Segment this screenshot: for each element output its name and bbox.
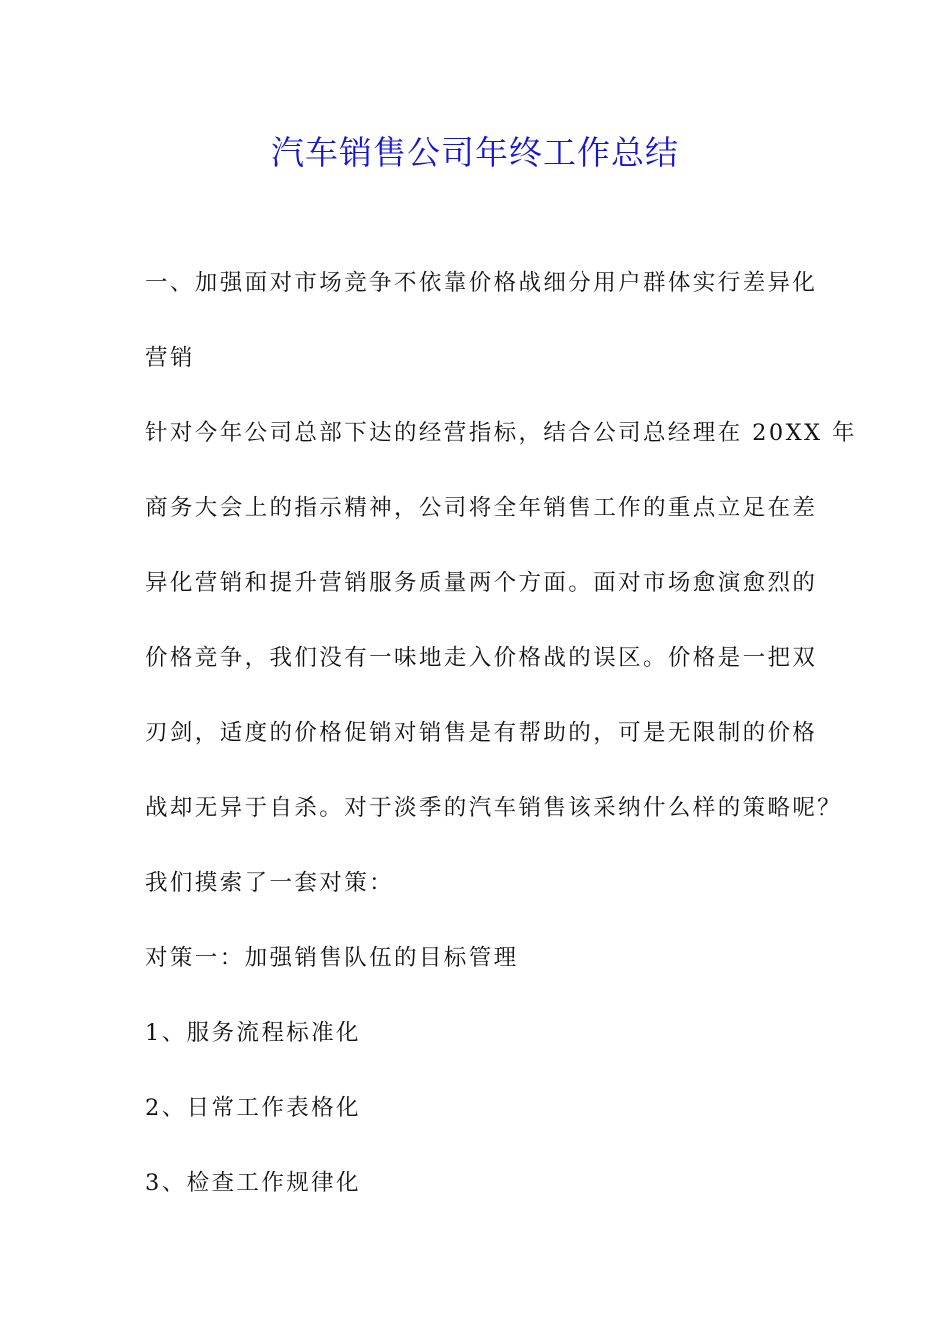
document-body — [145, 260, 857, 1235]
paragraph-line: 刃剑，适度的价格促销对销售是有帮助的，可是无限制的价格 — [145, 720, 818, 746]
paragraph-line: 价格竞争，我们没有一味地走入价格战的误区。价格是一把双 — [145, 645, 818, 671]
paragraph-line: 异化营销和提升营销服务质量两个方面。面对市场愈演愈烈的 — [145, 570, 818, 596]
paragraph-line: 战却无异于自杀。对于淡季的汽车销售该采纳什么样的策略呢？ — [145, 795, 843, 821]
section-heading-line-2: 营销 — [145, 345, 195, 371]
section-heading-line-1: 一、加强面对市场竞争不依靠价格战细分用户群体实行差异化 — [145, 270, 818, 296]
document-title: 汽车销售公司年终工作总结 — [271, 133, 679, 172]
paragraph-line: 商务大会上的指示精神，公司将全年销售工作的重点立足在差 — [145, 495, 818, 521]
strategy-heading: 对策一：加强销售队伍的目标管理 — [145, 945, 519, 971]
paragraph-line: 我们摸索了一套对策： — [145, 870, 395, 896]
paragraph-line: 针对今年公司总部下达的经营指标，结合公司总经理在 20XX 年 — [145, 420, 857, 446]
list-item: 2、日常工作表格化 — [145, 1095, 361, 1121]
list-item: 3、检查工作规律化 — [145, 1170, 361, 1196]
list-item: 1、服务流程标准化 — [145, 1020, 361, 1046]
